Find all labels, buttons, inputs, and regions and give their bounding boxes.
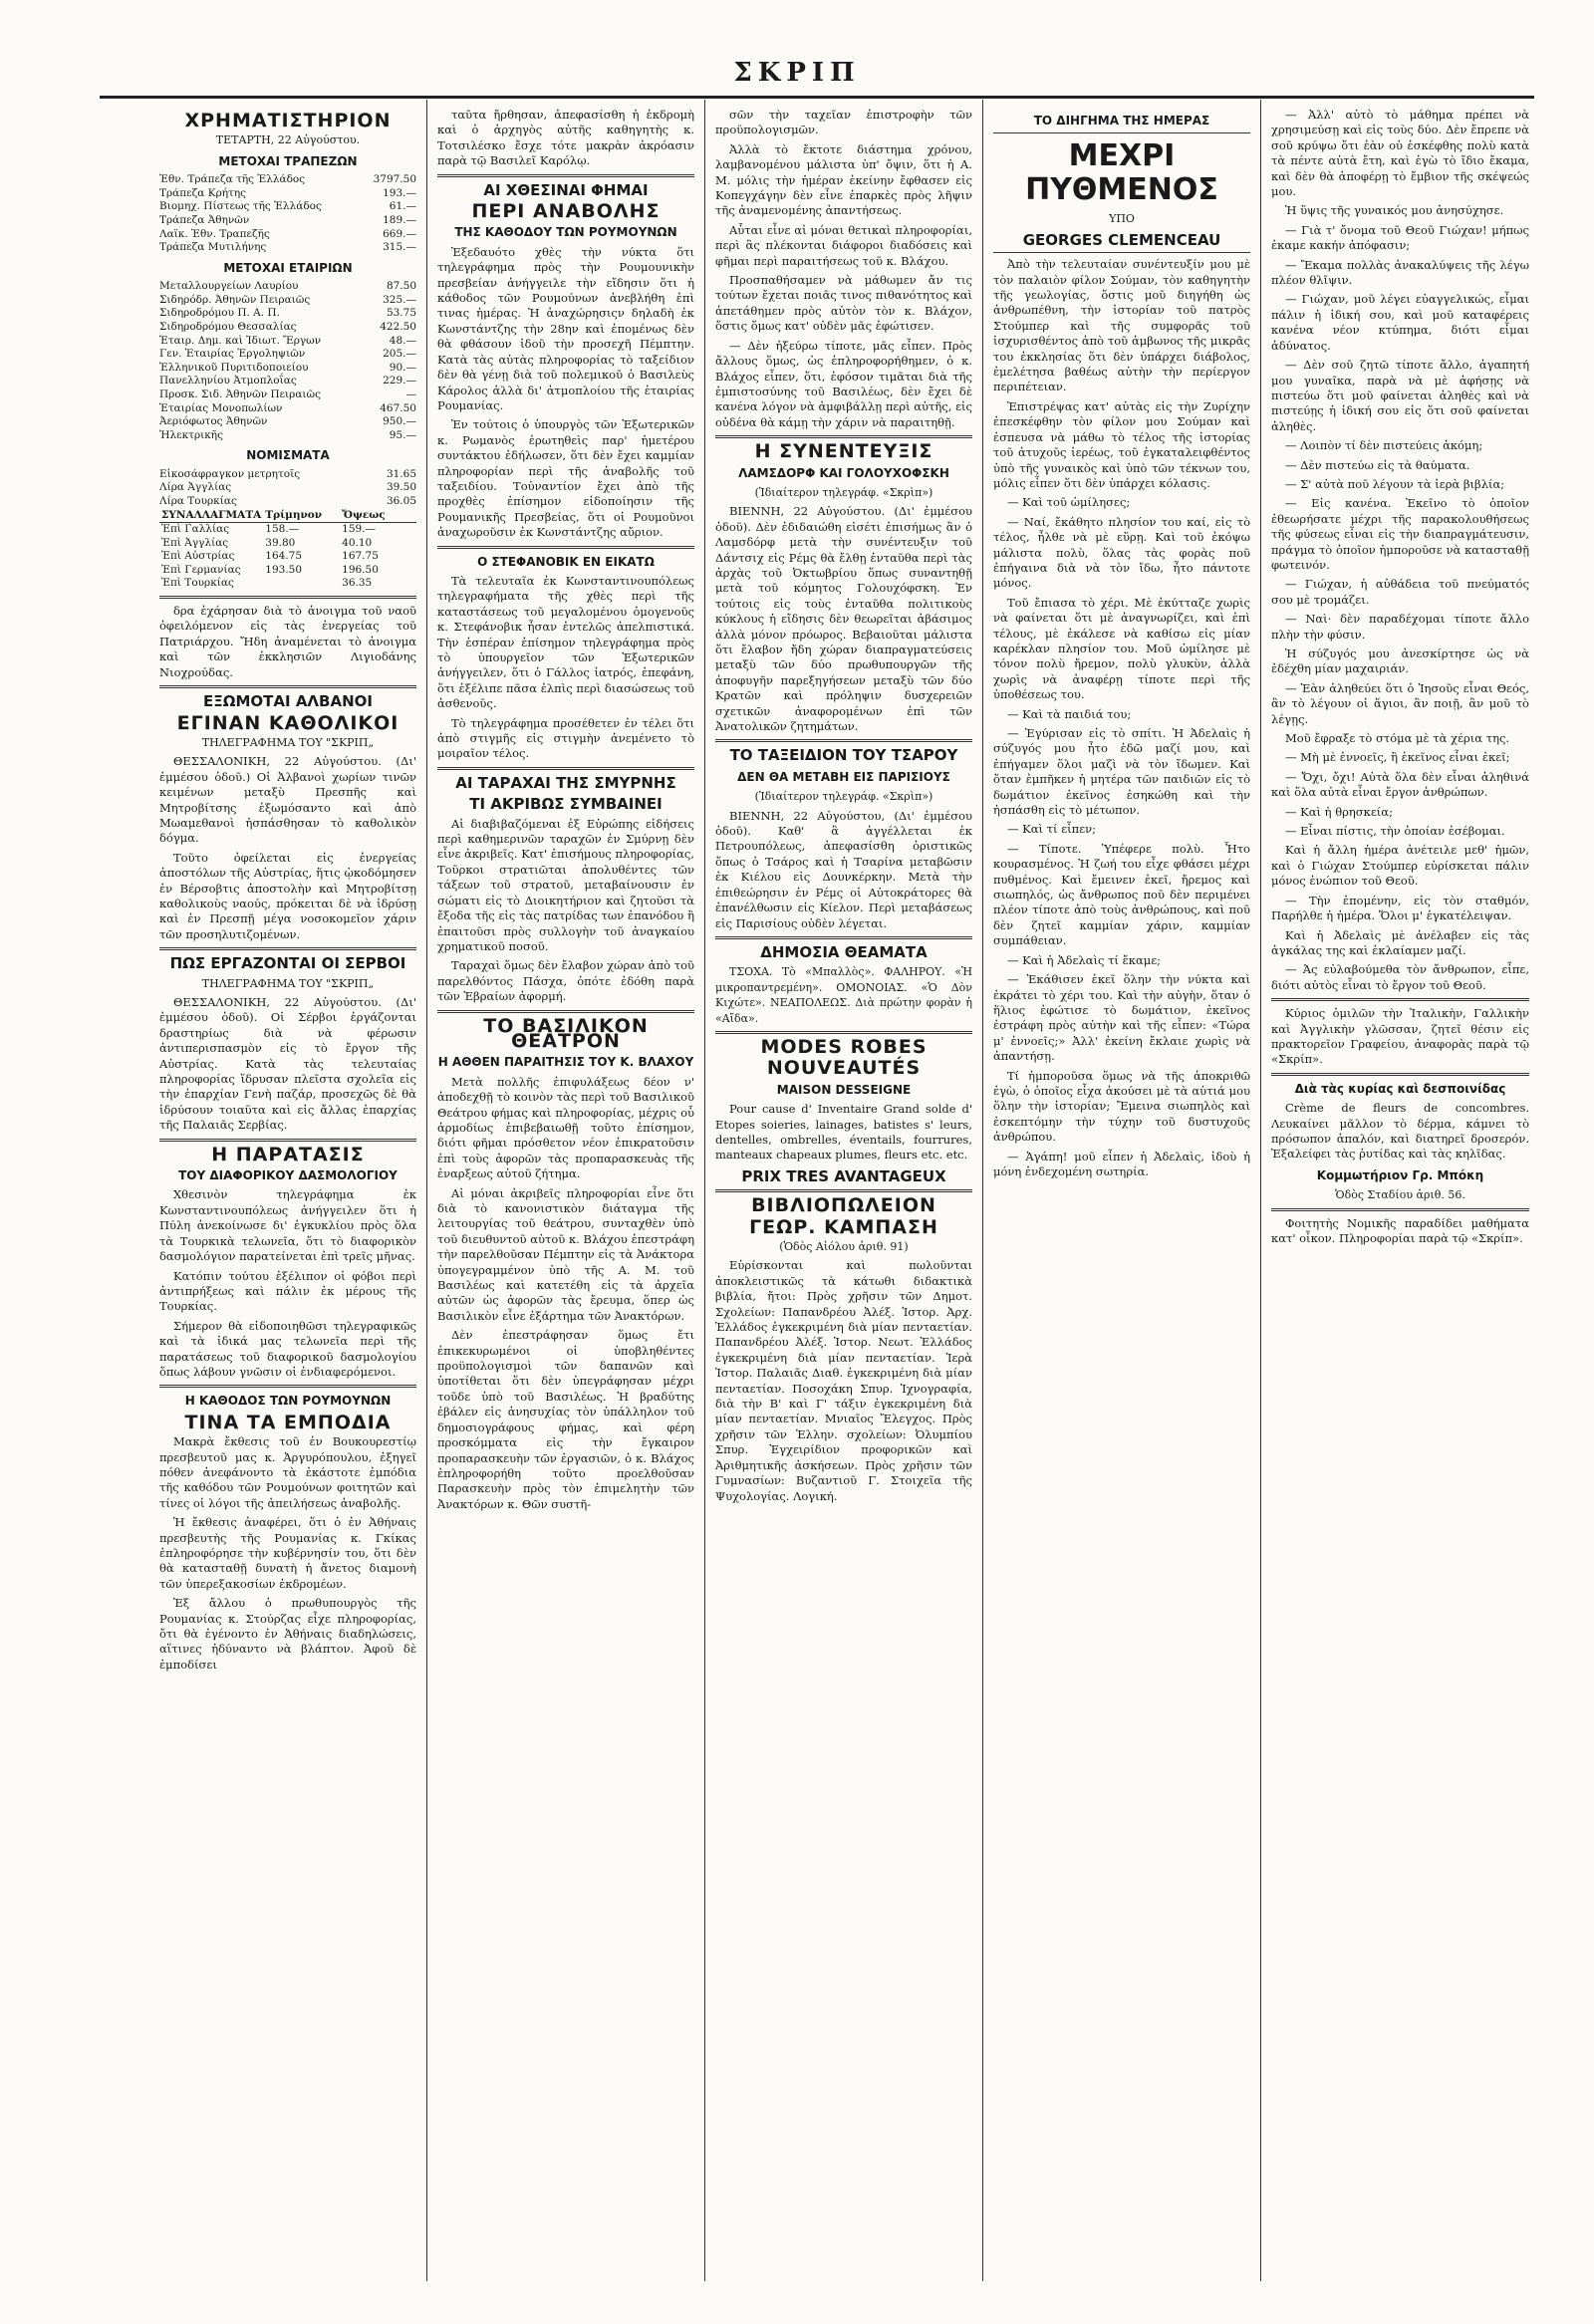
story-text: — Τὴν ἐπομένην, εἰς τὸν σταθμόν, Παρήλθε ἡ ἡμέρα. Ὅλοι μ' ἐγκατέλειψαν. [1271, 893, 1529, 923]
subheadline: ΔΕΝ ΘΑ ΜΕΤΑΒΗ ΕΙΣ ΠΑΡΙΣΙΟΥΣ [737, 769, 950, 784]
stock-row [159, 402, 416, 416]
story-text: — Γιώχαν, ἡ αὐθάδεια τοῦ πνεύματός σου μὲ τρομάζει. [1271, 577, 1529, 607]
divider [159, 685, 416, 688]
story-text: — Δὲν σοῦ ζητῶ τίποτε ἄλλο, ἀγαπητή μου γυναῖκα, παρὰ νὰ μὲ ἀφήσῃς νὰ πιστεύω ὅτι μοῦ φαίνεται ἀληθὲς καὶ νὰ πιστεύῃς ἡ ἰδική σου εἰς ὅτι σοῦ φαίνεται ἀληθὲς. [1271, 358, 1529, 433]
stock-name: Λίρα Τουρκίας [159, 494, 237, 507]
divider [715, 435, 972, 438]
headline: ΑΙ ΤΑΡΑΧΑΙ ΤΗΣ ΣΜΥΡΝΗΣ [455, 773, 676, 792]
story-text: — Ἔκαμα πολλὰς ἀνακαλύψεις τῆς λέγω πλέον θλῖψιν. [1271, 257, 1529, 288]
stock-row [159, 307, 416, 321]
story-text: — Λοιπὸν τί δὲν πιστεύεις ἀκόμη; [1285, 438, 1483, 453]
headline: Η ΚΑΘΟΔΟΣ ΤΩΝ ΡΟΥΜΟΥΝΩΝ [184, 1394, 392, 1409]
companies-title: ΜΕΤΟΧΑΙ ΕΤΑΙΡΙΩΝ [223, 260, 353, 275]
story-text: — Ἐγύρισαν εἰς τὸ σπίτι. Ἡ Ἀδελαὶς ἡ σύζυγός μου ἦτο ἐδῶ μαζί μου, καὶ ἐπήγαμεν ὅλοι μαζὶ νὰ τὸν ἴδωμεν. Καὶ ὅταν ἐμπῆκεν ἡ μητέρα τῶν παιδιῶν εἰς τὸ δωμάτιον ἐκεῖνος ἐσηκώθη καὶ τὴν ἠσπάσθη εἰς τὸ μέτωπον. [993, 726, 1250, 818]
theatre-listings: ΤΣΟΧΑ. Τὸ «Μπαλλὸς». ΦΑΛΗΡΟΥ. «Ἡ μικροπαντρεμένη». ΟΜΟΝΟΙΑΣ. «Ὁ Δὸν Κιχώτε». ΝΕΑΠΟΛΕΩΣ. Διὰ πρώτην φορὰν ἡ «Αἴδα». [715, 965, 972, 1025]
stock-name: Ἀεριόφωτος Ἀθηνῶν [159, 415, 268, 428]
exchange-cell: 40.10 [342, 536, 373, 549]
divider [159, 1139, 416, 1142]
stock-value: — [405, 387, 416, 400]
divider [159, 947, 416, 950]
article-text: Προσπαθήσαμεν νὰ μάθωμεν ἄν τις τούτων ἔχεται ποιᾶς τινος πιθανότητος καὶ ἀπετάθημεν πρὸς αὐτὸν τὸν κ. Βλάχον, ὅστις ὅμως κατ' οὐδὲν μᾶς ἐφώτισεν. [715, 273, 972, 334]
story-text: — Εἶναι πίστις, τὴν ὁποίαν ἐσέβομαι. [1285, 824, 1505, 839]
article-text: σῶν τὴν ταχεῖαν ἐπιστροφὴν τῶν προϋπολογισμῶν. [715, 108, 972, 137]
stock-name: Τράπεζα Μυτιλήνης [159, 241, 267, 254]
classified-ad: Φοιτητὴς Νομικῆς παραδίδει μαθήματα κατ' οἶκον. Πληροφορίαι παρὰ τῷ «Σκρίπ». [1271, 1215, 1529, 1245]
headline: ΑΙ ΧΘΕΣΙΝΑΙ ΦΗΜΑΙ [483, 180, 649, 199]
stock-name: Λίρα Ἀγγλίας [159, 481, 232, 494]
stock-value: 205.— [383, 348, 416, 361]
stock-value: 422.50 [380, 320, 416, 333]
stock-name: Γεν. Ἑταιρίας Ἐργοληψιῶν [159, 348, 306, 361]
stock-row [159, 362, 416, 376]
headline: ΤΙΝΑ ΤΑ ΕΜΠΟΔΙΑ [184, 1411, 392, 1433]
column-5 [1261, 100, 1539, 2281]
story-text: Μοῦ ἔφραξε τὸ στόμα μὲ τὰ χέρια της. [1285, 731, 1510, 746]
stock-name: Ἑταιρ. Δημ. καὶ Ἰδιωτ. Ἔργων [159, 334, 322, 347]
stock-name: Μεταλλουργείων Λαυρίου [159, 280, 299, 293]
stock-name: Σιδηρόδρ. Ἀθηνῶν Πειραιῶς [159, 293, 311, 306]
ad-text: Εὑρίσκονται καὶ πωλοῦνται ἀποκλειστικῶς τὰ κάτωθι διδακτικὰ βιβλία, ἤτοι: Πρὸς χρῆσιν τῶν Δημοτ. Σχολείων: Παπανδρέου Ἀλέξ. Ἱστορ. Ἀρχ. Ἑλλάδος ἐγκεκριμένη διὰ μίαν πενταετίαν. Παπανδρέου Ἀλέξ. Ἱστορ. Νεωτ. Ἑλλάδος ἐγκεκριμένη διὰ μίαν πενταετίαν. Ἱερὰ Ἱστορ. Παλαιᾶς Διαθ. ἐγκεκριμένη διὰ μίαν πενταετίαν. Ποσοχάκη Σπυρ. Ἰχνογραφία, διὰ τὴν Β' καὶ Γ' τάξιν ἐγκεκριμένη διὰ μίαν πενταετίαν. Μνιαῖος Ἔλεγχος. Πρὸς χρῆσιν τῶν Ἑλλην. σχολείων: Ὀλυμπίου Σπυρ. Ἐγχειρίδιον προφορικῶν καὶ Ἀριθμητικῆς ἀσκήσεων. Πρὸς χρῆσιν τῶν Γυμνασίων: Βυζαντιοῦ Γ. Στοιχεῖα τῆς Ψυχολογίας. Λογική. [715, 1258, 972, 1503]
subheadline: ΤΟΥ ΔΙΑΦΟΡΙΚΟΥ ΔΑΣΜΟΛΟΓΙΟΥ [178, 1168, 398, 1183]
divider [715, 1189, 972, 1192]
subheadline: Η ΑΘΘΕΝ ΠΑΡΑΙΤΗΣΙΣ ΤΟΥ Κ. ΒΛΑΧΟΥ [437, 1055, 694, 1070]
column-3 [705, 100, 983, 2281]
divider [437, 546, 694, 549]
exchange-cell: 39.80 [265, 536, 296, 549]
ad-text: Crème de fleurs de concombres. Λευκαίνει μᾶλλον τὸ δέρμα, κάμνει τὸ πρόσωπον ἁπαλόν, καὶ διατηρεῖ δροσερόν. Ἐξαλείφει τὰς ῥυτίδας καὶ τὰς κηλῖδας. [1271, 1101, 1529, 1162]
exchange-cell: 196.50 [342, 563, 379, 576]
story-text: Τοῦ ἔπιασα τὸ χέρι. Μὲ ἐκύτταζε χωρὶς νὰ φαίνεται ὅτι μὲ ἀναγνωρίζει, καὶ ἐπὶ τέλους, μὲ ἐκάλεσε νὰ καθίσω εἰς μίαν καρέκλαν πλησίον του. Μοῦ ὡμίλησε μὲ τόνον πολὺ ἤρεμον, πολὺ γλυκὺν, ἀλλὰ χωρὶς νὰ ἀναφέρῃ τίποτε περὶ τῆς ὑποθέσεως του. [993, 595, 1250, 702]
divider [1271, 1073, 1529, 1076]
story-text: — Δὲν πιστεύω εἰς τὰ θαύματα. [1285, 457, 1470, 472]
stock-row [159, 321, 416, 335]
story-text: — Καὶ ἡ Ἀδελαὶς τί ἔκαμε; [1007, 952, 1162, 967]
story-text: — Μὴ μὲ ἐννοεῖς, ἢ ἐκεῖνος εἶναι ἐκεῖ; [1285, 750, 1510, 765]
stock-row [159, 173, 416, 187]
divider [993, 132, 1250, 133]
section-label: ΤΟ ΔΙΗΓΗΜΑ ΤΗΣ ΗΜΕΡΑΣ [1033, 114, 1210, 128]
stock-row [159, 388, 416, 402]
column-1 [149, 100, 427, 2281]
exchange-header: ΣΥΝΑΛΛΑΓΜΑΤΑ [159, 509, 263, 524]
telegram-label: (Ἰδιαίτερον τηλεγράφ. «Σκρὶπ») [754, 485, 933, 499]
divider [437, 174, 694, 177]
story-text: Καὶ ἡ ἄλλη ἡμέρα ἀνέτειλε μεθ' ἡμῶν, καὶ ὁ Γιώχαν Στούμπερ εὑρίσκεται πάλιν μόνος ἐνώπιον τοῦ Θεοῦ. [1271, 843, 1529, 889]
story-text: — Τίποτε. Ὑπέφερε πολὺ. Ἦτο κουρασμένος. Ἡ ζωή του εἶχε φθάσει μέχρι πυθμένος. Καὶ ἔμεινεν ἐκεῖ, ἤρεμος καὶ σιωπηλός, ὡς ἄνθρωπος ποῦ δὲν περιμένει πλέον τίποτε ἀπὸ τοὺς ἀνθρώπους, καὶ ποῦ δὲν ζητεῖ καμμίαν χάριν, καμμίαν συμπάθειαν. [993, 841, 1250, 948]
headline: ΤΟ ΤΑΞΕΙΔΙΟΝ ΤΟΥ ΤΣΑΡΟΥ [729, 746, 958, 765]
exchange-cell: 159.— [342, 523, 377, 536]
divider [159, 1385, 416, 1388]
story-text: — Ἀς εὐλαβούμεθα τὸν ἄνθρωπον, εἶπε, διότι αὐτὸς εἶναι τὸ ἔργον τοῦ Θεοῦ. [1271, 962, 1529, 992]
article-text: Σήμερον θὰ εἰδοποιηθῶσι τηλεγραφικῶς καὶ τὰ ἰδικά μας τελωνεῖα περὶ τῆς παρατάσεως τοῦ διαφορικοῦ δασμολογίου ὅπως λάβουν γνῶσιν οἱ ἐνδιαφερόμενοι. [159, 1318, 416, 1379]
article-text: ΘΕΣΣΑΛΟΝΙΚΗ, 22 Αὐγούστου. (Δι' ἐμμέσου ὁδοῦ). Οἱ Σέρβοι ἐργάζονται δραστηρίως διὰ νὰ φέρωσιν ἀντιπερισπασμὸν εἰς τὸ ἔργον τῆς Αὐστρίας. Κατὰ τὰς τελευταίας πληροφορίας ἵδρυσαν πλεῖστα σχολεῖα εἰς τὴν ἐπαρχίαν Γενὴ παζάρ, προσεχῶς δὲ θὰ ἱδρύσουν τοιαῦτα καὶ εἰς ἄλλας ἐπαρχίας τῆς Παλαιᾶς Σερβίας. [159, 995, 416, 1133]
stock-name: Τράπεζα Κρήτης [159, 186, 247, 199]
stock-row [159, 187, 416, 201]
story-text: — Ἀλλ' αὐτὸ τὸ μάθημα πρέπει νὰ χρησιμεύσῃ καὶ εἰς τοὺς δύο. Δὲν ἔπρεπε νὰ σοῦ κρύψω ὅτι ἐὰν οὐ ἐσκέφθης πολὺ κατὰ τὰ πέντε αὐτὰ ἔτη, καὶ ἐγὼ τὸ ἴδιο ἔκαμα, καὶ δὲν θὰ ἀποφέρῃ τὸ ἔμβιον τῆς σκέψεώς μου. [1271, 108, 1529, 199]
story-text: — Καὶ ἡ θρησκεία; [1285, 804, 1393, 819]
story-by: ΥΠΟ [1109, 212, 1135, 226]
exchange-cell: 164.75 [265, 550, 303, 563]
stock-name: Προσκ. Σιδ. Ἀθηνῶν Πειραιῶς [159, 387, 321, 400]
masthead-rule [100, 96, 1534, 99]
story-text: Ἀπὸ τὴν τελευταίαν συνέντευξίν μου μὲ τὸν παλαιὸν φίλον Σούμαν, τὸν καθηγητὴν τῆς γεωλογίας, ὅστις μοῦ διηγήθη ὡς ἀνθρωπέθνη, τὴν ἱστορίαν τοῦ πατρὸς Στούμπερ καὶ τῆς συμφορᾶς τοῦ ἰσχυρισθέντος ἀπὸ τοῦ ἀμβωνος τῆς μικρᾶς του ἐκκλησίας ὅτι δὲν ὑπάρχει διάβολος, ἐμελέτησα βαθέως αὐτὴν τὴν περίεργον περιπέτειαν. [993, 257, 1250, 394]
divider [159, 596, 416, 599]
exchange-cell: Ἐπὶ Τουρκίας [161, 577, 234, 590]
story-text: — Ἐὰν ἀληθεύει ὅτι ὁ Ἰησοῦς εἶναι Θεός, ἂν τὸ λέγουν οἱ ἅγιοι, ἂν ποιῇ, ἂν μοῦ τὸ λέγῃς. [1271, 680, 1529, 726]
stock-row [159, 495, 416, 509]
stock-value: 950.— [383, 415, 416, 428]
headline: Ο ΣΤΕΦΑΝΟΒΙΚ ΕΝ ΕΙΚΑΤΩ [477, 554, 655, 569]
stock-row [159, 429, 416, 443]
stock-name: Τράπεζα Ἀθηνῶν [159, 214, 250, 226]
story-text: — Ὄχι, ὄχι! Αὐτὰ ὅλα δὲν εἶναι ἀληθινά καὶ ὅλα αὐτὰ εἶναι ἔργον ἀνθρώπων. [1271, 769, 1529, 800]
stock-value: 90.— [389, 361, 416, 374]
stock-row [159, 375, 416, 388]
article-text: Τὸ τηλεγράφημα προσέθετεν ἐν τέλει ὅτι ἀπὸ στιγμῆς εἰς στιγμὴν ἀνεμένετο τὸ μοιραῖον τέλος. [437, 715, 694, 761]
article-text: Τοῦτο ὀφείλεται εἰς ἐνεργείας ἀποστόλων τῆς Αὐστρίας, ἥτις ᾠκοδόμησεν ἐν Βέρσοβτις ἀποστολὴν καὶ Μητροβίτσῃ καθολικοὺς ναούς, πρόκειται δὲ νὰ ἱδρύσῃ καὶ ἐν Πρεσπῇ μέγα νοσοκομεῖον χάριν τῶν προσηλυτιζομένων. [159, 850, 416, 941]
story-text: — Καὶ τοῦ ὡμίλησες; [1007, 495, 1131, 510]
exchange-table [159, 509, 416, 592]
classified-ad: Κύριος ὁμιλῶν τὴν Ἰταλικὴν, Γαλλικὴν καὶ Ἀγγλικὴν γλῶσσαν, ζητεῖ θέσιν εἰς πρακτορεῖον Γραφείου, ἀναφορὰς παρὰ τῷ «Σκρίπ». [1271, 1006, 1529, 1067]
stock-row [159, 335, 416, 349]
article-text: Μακρὰ ἔκθεσις τοῦ ἐν Βουκουρεστίῳ πρεσβευτοῦ μας κ. Ἀργυρόπουλου, ἐξηγεῖ πόθεν ἀνεφάνοντο τὰ ἐκάστοτε ἐμπόδια τῆς καθόδου τῶν Ρουμούνων φοιτητῶν καὶ τίνες οἱ λόγοι τῆς ἀπειλήσεως ἀναβολῆς. [159, 1434, 416, 1510]
story-text: — Εἰς κανένα. Ἐκεῖνο τὸ ὁποῖον ἐθεωρήσατε μέχρι τῆς παρακολουθήσεως τῆς φύσεως εἶναι εἰς τὴν διαπραγμάτευσιν, πράγμα τὸ ὁποῖον ἠμποροῦσε νὰ κατασταθῇ φωτεινόν. [1271, 496, 1529, 572]
stock-value: 467.50 [380, 401, 416, 414]
article-text: Δὲν ἐπεστράφησαν ὅμως ἔτι ἐπικεκυρωμένοι οἱ ὑποβληθέντες προϋπολογισμοὶ τῶν δαπανῶν καὶ ὑποτίθεται ὅτι δὲν ὑπεγράφησαν μέχρι τοῦδε ὑπὸ τοῦ Βασιλέως. Ἡ βραδύτης ἐβάλεν εἰς ἀνησυχίας τὸν ὑπάλληλον τοῦ δημοσιογράφους φήμας, καὶ φέρη προσκόμματα εἰς τὴν ἔγκαιρον προπαρασκευὴν τῶν ἐργασιῶν, ὁ κ. Βλάχος ἐπληροφορήθη τοῦτο προελθοῦσαν Παρασκευὴν πρὸς τὸν ἐπιμελητὴν τῶν Ἀνακτόρων κ. Θῶν συστῆ- [437, 1328, 694, 1511]
telegram-label: (Ἰδιαίτερον τηλεγράφ. «Σκρὶπ») [754, 790, 933, 804]
stock-row [159, 228, 416, 242]
stock-value: 229.— [383, 375, 416, 387]
article-text: Αἱ διαβιβαζόμεναι ἐξ Εὐρώπης εἰδήσεις περὶ καθημερινῶν ταραχῶν ἐν Σμύρνῃ δὲν εἶνε ἀκριβεῖς. Κατ' ἐπισήμους πληροφορίας, Τοῦρκοι στρατιῶται ἀπολυθέντες τῶν τάξεων τοῦ στρατοῦ, μεταβαίνουσιν ἐν σώματι εἰς τὸ Διοικητήριον καὶ ζητοῦσι τὰ ἔξοδα τῆς εἰς τὰς πατρίδας των ἐπανόδου ἢ ἐπαιτοῦσι πρὸς συλλογὴν τοῦ ἀναγκαίου χρηματικοῦ ποσοῦ. [437, 816, 694, 953]
exchange-cell: Ἐπὶ Γερμανίας [161, 563, 241, 576]
companies-list [159, 280, 416, 442]
stock-value: 48.— [389, 334, 416, 347]
stock-value: 61.— [389, 200, 416, 213]
stock-value: 53.75 [386, 307, 416, 320]
divider [437, 1010, 694, 1013]
article-text: ταῦτα ἤρθησαν, ἀπεφασίσθη ἡ ἐκδρομὴ καὶ ὁ ἀρχηγὸς αὐτῆς καθηγητὴς κ. Τοτσιλέσκο ἔσχε τότε μακρὰν ἀκρόασιν παρὰ τῷ Βασιλεῖ Καρόλῳ. [437, 108, 694, 168]
article-text: ΒΙΕΝΝΗ, 22 Αὐγούστου. (Δι' ἐμμέσου ὁδοῦ). Δὲν ἐδιδαιώθη εἰσέτι ἐπισήμως ἂν ὁ Λαμσδόρφ μετὰ τὴν συνέντευξιν τοῦ Δάντσιχ εἰς Ρέμς θὰ ἔλθῃ ἐνταῦθα περὶ τὰς ἀρχὰς τοῦ Ὀκτωβρίου ὅπως συναντηθῇ μετὰ τοῦ κόμητος Γολουχόφσκη. Ἐν τούτοις εἰς τοὺς ἐνταῦθα πολιτικοὺς κύκλους ἡ εἴδησις δὲν θεωρεῖται ἀβάσιμος ἀλλὰ μόνον πρόωρος. Βεβαιοῦται μάλιστα ὅτι ἔλαβον ἤδη χώραν διαπραγματεύσεις μεταξὺ τῶν δύο πρωθυπουργῶν τῆς ἀποφυγῆν παρεξηγήσεων μεταξὺ τῶν δύο Κρατῶν καὶ πρόληψιν δυσχερειῶν σχετικῶν ἀναφορομένων ἐπὶ τῶν Ἀνατολικῶν ζητημάτων. [715, 504, 972, 734]
ad-subheadline: MAISON DESSEIGNE [776, 1082, 912, 1097]
stock-row [159, 280, 416, 294]
headline: ΔΗΜΟΣΙΑ ΘΕΑΜΑΤΑ [760, 942, 928, 961]
stock-name: Ἐθν. Τράπεζα τῆς Ἑλλάδος [159, 173, 306, 186]
story-text: — Σ' αὐτὰ ποῦ λέγουν τὰ ἱερὰ βιβλία; [1285, 476, 1505, 491]
article-text: — Δὲν ἠξεύρω τίποτε, μᾶς εἶπεν. Πρὸς ἄλλους ὅμως, ὡς ἐπληροφορήθημεν, ὁ κ. Βλάχος εἶπεν, ὅτι, ἐφόσον τιμᾶται διὰ τῆς ἐμπιστοσύνης τοῦ Βασιλέως, δὲν ἔχει δὲ κανένα λόγον νὰ ἀμφιβάλλῃ περὶ αὐτῆς, εἰς οὐδένα θὰ κάμῃ τὴν χάριν νὰ παραιτηθῇ. [715, 338, 972, 429]
stock-row [159, 468, 416, 482]
stock-name: Ἑταιρίας Μονοπωλίων [159, 401, 283, 414]
ad-address: Ὁδὸς Σταδίου ἀριθ. 56. [1335, 1188, 1465, 1202]
article-text: Ἐξ ἄλλου ὁ πρωθυπουργὸς τῆς Ρουμανίας κ. Στούρζας εἶχε πληροφορίας, ὅτι θὰ ἐγένοντο ἐν Ἀθήναις διαδηλώσεις, αἵτινες ἠδύναντο νὰ βλάπτον. Ἀφοῦ δὲ ἐμποδίσει [159, 1596, 416, 1672]
banks-list [159, 173, 416, 255]
stock-name: Λαϊκ. Ἐθν. Τραπεζῆς [159, 227, 270, 240]
exchange-header: Τρίμηνον [263, 509, 340, 524]
stock-row [159, 348, 416, 362]
stock-name: Σιδηροδρόμου Π. Α. Π. [159, 307, 280, 320]
stock-row [159, 214, 416, 228]
ad-headline: NOUVEAUTÉS [766, 1057, 922, 1080]
exchange-cell: Ἐπὶ Γαλλίας [161, 523, 230, 536]
exchange-cell [263, 577, 340, 591]
stock-row [159, 294, 416, 308]
banks-title: ΜΕΤΟΧΑΙ ΤΡΑΠΕΖΩΝ [218, 153, 358, 168]
stock-name: Σιδηροδρόμου Θεσσαλίας [159, 320, 297, 333]
headline: ΕΞΩΜΟΤΑΙ ΑΛΒΑΝΟΙ [203, 692, 373, 711]
stock-value: 95.— [389, 428, 416, 441]
divider [1271, 998, 1529, 1001]
ad-address: (Ὁδὸς Αἰόλου ἀριθ. 91) [779, 1240, 909, 1253]
article-text: Κατόπιν τούτου ἐξέλιπον οἱ φόβοι περὶ ἀντιπρήξεως καὶ πάλιν ἐκ μέρους τῆς Τουρκίας. [159, 1268, 416, 1314]
story-text: — Καὶ τί εἶπεν; [1007, 822, 1097, 837]
subheadline: ΛΑΜΣΔΟΡΦ ΚΑΙ ΓΟΛΟΥΧΟΦΣΚΗ [738, 465, 949, 480]
headline: Η ΠΑΡΑΤΑΣΙΣ [211, 1143, 365, 1165]
story-title: ΜΕΧΡΙ ΠΥΘΜΕΝΟΣ [1025, 138, 1218, 208]
story-text: — Γιώχαν, μοῦ λέγει εὐαγγελικώς, εἶμαι πάλιν ἡ ἰδική σου, καὶ μοῦ καταφέρεις κανένα νέον κτύπημα, διότι εἶμαι ἀδύνατος. [1271, 292, 1529, 353]
headline: ΠΕΡΙ ΑΝΑΒΟΛΗΣ [471, 200, 661, 223]
stock-value: 315.— [383, 241, 416, 254]
stock-value: 189.— [383, 214, 416, 226]
divider [993, 252, 1250, 253]
headline: ΕΓΙΝΑΝ ΚΑΘΟΛΙΚΟΙ [176, 711, 399, 734]
story-text: Ἡ σύζυγός μου ἀνεσκίρτησε ὡς νὰ ἐδέχθη μίαν μαχαιριάν. [1271, 646, 1529, 676]
ad-headline: PRIX TRES AVANTAGEUX [741, 1166, 946, 1185]
headline: ΠΩΣ ΕΡΓΑΖΟΝΤΑΙ ΟΙ ΣΕΡΒΟΙ [169, 954, 406, 973]
coins-list [159, 468, 416, 509]
ad-headline: ΒΙΒΛΙΟΠΩΛΕΙΟΝ [751, 1194, 936, 1217]
stock-title: ΧΡΗΜΑΤΙΣΤΗΡΙΟΝ [184, 110, 392, 131]
telegram-label: ΤΗΛΕΓΡΑΦΗΜΑ ΤΟΥ "ΣΚΡΙΠ„ [201, 735, 375, 749]
coins-title: ΝΟΜΙΣΜΑΤΑ [246, 448, 330, 463]
stock-name: Ἠλεκτρικῆς [159, 428, 223, 441]
stock-name: Εἰκοσάφραγκον μετρητοῖς [159, 467, 301, 480]
article-text: Ταραχαὶ ὅμως δὲν ἔλαβον χώραν ἀπὸ τοῦ παρελθόντος Πάσχα, ὁπότε ἐδόθη παρὰ τῶν Ἑβραίων ἀφορμή. [437, 958, 694, 1004]
stock-value: 193.— [383, 186, 416, 199]
article-text: Μετὰ πολλῆς ἐπιφυλάξεως δέον ν' ἀποδεχθῇ τὸ κοινὸν τὰς περὶ τοῦ Βασιλικοῦ Θεάτρου φήμας καὶ πληροφορίας, μέχρις οὗ ἁρμοδίως ἐπιβεβαιωθῇ τοῦτο ἐπίσημον, διότι φῆμαι πρόσθετον νέον ἐπικρατοῦσιν ἐπὶ τοὺς ἀφορῶν τὰς προπαρασκευὰς τῆς ἐναρξεως αὐτοῦ ζήτημα. [437, 1074, 694, 1181]
article-text: Αὗται εἶνε αἱ μόναι θετικαὶ πληροφορίαι, περὶ ἃς πλέκονται διάφοροι διαδόσεις καὶ φῆμαι περὶ παραιτήσεως τοῦ κ. Βλάχου. [715, 222, 972, 268]
article-text: Τὰ τελευταῖα ἐκ Κωνσταντινουπόλεως τηλεγραφήματα τῆς χθὲς περὶ τῆς καταστάσεως τοῦ μεγαλομένου ὁμογενοῦς κ. Στεφάνοβικ ἦσαν ἐντελῶς ἀπελπιστικά. Τὴν ἑσπέραν ἐπίσημον τηλεγράφημα πρὸς τὸ ὑπουργεῖον τῶν Ἐξωτερικῶν ἀνήγγειλεν, ὅτι ὁ Γάλλος ἰατρός, ἐπεφάνη, ὅτι ἐξέλιπε πᾶσα ἐλπὶς περὶ διασώσεως τοῦ ἀσθενοῦς. [437, 573, 694, 711]
story-author: GEORGES CLEMENCEAU [1022, 230, 1221, 249]
article-text: Αἱ μόναι ἀκριβεῖς πληροφορίαι εἶνε ὅτι διὰ τὸ κανονιστικὸν διάταγμα τῆς λειτουργίας τοῦ θεάτρου, συνταχθὲν ὑπὸ τοῦ διευθυντοῦ αὐτοῦ κ. Βλάχου ἐπεστράφη τὴν παρελθοῦσαν Πέμπτην εἰς τὰ Ἀνάκτορα ὑπογεγραμμένον ὑπὸ τῆς Α. Μ. τοῦ Βασιλέως καὶ κατετέθη εἰς τὰ ἀρχεῖα αὐτῶν ὡς ἀφορῶν τὰς ἔρευμα, ὅπερ ὡς Βασιλικὸν εἶνε ἐξάρτημα τῶν Ἀνακτόρων. [437, 1185, 694, 1323]
article-text: Ἀλλὰ τὸ ἔκτοτε διάστημα χρόνου, λαμβανομένου μάλιστα ὑπ' ὄψιν, ὅτι ἡ Α. Μ. μόλις τὴν ἡμέραν ἐκείνην ἔφθασεν εἰς Κοπεγχάγην δὲν εἶνε ἐπαρκὲς πρὸς λῆψιν τῆς ἀναμενομένης ἀπαντήσεως. [715, 141, 972, 218]
story-text: — Ἀγάπη! μοῦ εἶπεν ἡ Ἀδελαὶς, ἰδοὺ ἡ μόνη ἐνδεχομένη σωτηρία. [993, 1149, 1250, 1178]
ad-headline: Διὰ τὰς κυρίας καὶ δεσποινίδας [1294, 1081, 1506, 1096]
exchange-header: Ὄψεως [340, 509, 416, 524]
headline: ΤΙ ΑΚΡΙΒΩΣ ΣΥΜΒΑΙΝΕΙ [469, 795, 663, 814]
stock-row [159, 200, 416, 214]
stock-value: 87.50 [386, 280, 416, 293]
columns [149, 100, 1539, 2281]
story-text: Τί ἠμποροῦσα ὅμως νὰ τῆς ἀποκριθῶ ἐγὼ, ὁ ὁποῖος εἶχα ἀκούσει μὲ τὰ αὐτιά μου ὅλην τὴν ἱστορίαν; Ἔμεινα σιωπηλὸς καὶ ἐσκεπτόμην τὴν τύχην τοῦ δυστυχοῦς ἀνθρώπου. [993, 1068, 1250, 1145]
ad-headline: ΓΕΩΡ. ΚΑΜΠΑΣΗ [749, 1215, 938, 1238]
divider [715, 936, 972, 939]
stock-name: Βιομηχ. Πίστεως τῆς Ἑλλάδος [159, 200, 322, 213]
exchange-cell: Ἐπὶ Ἀγγλίας [161, 536, 229, 549]
story-text: — Ἐκάθισεν ἐκεῖ ὅλην τὴν νύκτα καὶ ἐκράτει τὸ χέρι του. Καὶ τὴν αὐγὴν, ὅταν ὁ ἥλιος ἐφώτισε τὸ δωμάτιον, ἐκεῖνος ἐστράφη πρὸς αὐτὴν καὶ τῆς εἶπεν: «Τώρα μ' ἐννοεῖς;» Ἀλλ' ἐκείνη ἔκλαιε χωρὶς νὰ ἀπαντήσῃ. [993, 972, 1250, 1064]
stock-row [159, 481, 416, 495]
stock-row [159, 241, 416, 255]
exchange-cell: 193.50 [265, 563, 303, 576]
divider [715, 739, 972, 742]
article-text: Ἐν τούτοις ὁ ὑπουργὸς τῶν Ἐξωτερικῶν κ. Ρωμανὸς ἐρωτηθεὶς παρ' ἡμετέρου συντάκτου ἐδήλωσεν, ὅτι δὲν ἔχει καμμίαν πληροφορίαν περὶ τῆς ἀναβολῆς τοῦ ταξειδίου. Τοὐναντίον ἔχει ἀπὸ τῆς προχθὲς ἐπίσημον εἰδοποίησιν τῆς Ρουμανικῆς Πρεσβείας, ὅτι οἱ Ρουμοῦνοι ἀναχωροῦσιν ἐκ Κωνστάντζης αὔριον. [437, 417, 694, 540]
article-text: ΒΙΕΝΝΗ, 22 Αὐγούστου, (Δι' ἐμμέσου ὁδοῦ). Καθ' ἃ ἀγγέλλεται ἐκ Πετρουπόλεως, ἀπεφασίσθη ὁριστικῶς ὅπως ὁ Τσάρος καὶ ἡ Τσαρίνα μεταβῶσιν ἐκ Κιέλου εἰς Δουνκέρκην. Μετὰ τὴν ἐπιθεώρησιν ἐν Ρέμς οἱ Αὐτοκράτορες θὰ ἐπανέλθωσιν εἰς Κίελον. Περὶ μεταβάσεως εἰς Παρισίους οὐδὲν λέγεται. [715, 808, 972, 930]
exchange-cell: Ἐπὶ Αὐστρίας [161, 550, 235, 563]
story-text: Καὶ ἡ Ἀδελαὶς μὲ ἀνέλαβεν εἰς τὰς ἀγκάλας της καὶ ἐκλαίαμεν μαζί. [1271, 927, 1529, 957]
article-text: Ἐξεδαυότο χθὲς τὴν νύκτα ὅτι τηλεγράφημα πρὸς τὴν Ρουμουνικὴν πρεσβείαν ἀνήγγειλε τὴν εἴδησιν ὅτι ἡ κάθοδος τῶν Ρουμούνων ἀνεβλήθη ἐπὶ τινας ἡμέρας. Ἡ ἀναχώρησιςν δηλαδὴ ἐκ Κωνστάντζης τὴν 28ην καὶ ἐπομένως δὲν θὰ φθάσουν ἰδοῦ τὴν προσεχῆ Πέμπτην. Κατὰ τὰς αὐτὰς πληροφορίας τὸ ταξείδιον δὲν θὰ γένῃ διὰ τοῦ πολεμικοῦ ὁ Βασιλεὺς Κάρολος ἀλλὰ δι' ἀτμοπλοίου τῆς ἑταιρίας Ρουμανίας. [437, 244, 694, 412]
divider [437, 767, 694, 770]
article-text: Χθεσινὸν τηλεγράφημα ἐκ Κωνσταντινουπόλεως ἀνήγγειλεν ὅτι ἡ Πύλη ἀνεκοίνωσε δι' ἐγκυκλίου πρὸς ὅλα τὰ Τουρκικὰ τελωνεῖα, ὅτι τὸ διαφορικὸν δασμολόγιον παρατείνεται ἐπὶ τρεῖς μῆνας. [159, 1187, 416, 1264]
subheadline: ΤΗΣ ΚΑΘΟΔΟΥ ΤΩΝ ΡΟΥΜΟΥΝΩΝ [454, 225, 677, 240]
story-text: — Ναί, ἔκάθητο πλησίον του καί, εἰς τὸ τέλος, ἦλθε νὰ μὲ εὕρῃ. Καὶ τοῦ ἐκόψω μάλιστα πολὺ, ὅλας τὰς φορὰς ποῦ ἐπήγαινα διὰ νὰ τὸν ἴδω, ἦτο πάντοτε μόνος. [993, 514, 1250, 591]
stock-value: 3797.50 [373, 173, 416, 186]
article-text: δρα ἐχάρησαν διὰ τὸ ἀνοιγμα τοῦ ναοῦ ὀφειλόμενον εἰς τὰς ἐνεργείας τοῦ Πατριάρχου. Ἤδη ἀναμένεται τὸ ἀνοιγμα καὶ τῶν ἐκκλησιῶν Λιγιοδάνης Νιοχρούδας. [159, 604, 416, 679]
ad-headline: Κομμωτήριον Γρ. Μπόκη [1316, 1167, 1484, 1182]
stock-value: 669.— [383, 227, 416, 240]
stock-value: 31.65 [386, 467, 416, 480]
exchange-cell: 158.— [265, 523, 300, 536]
story-text: Ἐπιστρέψας κατ' αὐτὰς εἰς τὴν Ζυρίχην ἐπεσκέφθην τὸν φίλον μου Σούμαν καὶ ἐσπευσα νὰ μάθω τὸ τέλος τῆς ἱστορίας τοῦ ἀτυχοῦς ἱερέως, τοῦ ἐγκαταλειφθέντος ὑπὸ τῆς γυναικὸς καὶ ὑπὸ τῶν τέκνων του, μόλις εἶπεν ὅτι δὲν ὑπάρχει κόλασις. [993, 398, 1250, 490]
divider [1271, 1208, 1529, 1211]
telegram-label: ΤΗΛΕΓΡΑΦΗΜΑ ΤΟΥ "ΣΚΡΙΠ„ [201, 976, 375, 990]
stock-name: Ἑλληνικοῦ Πυριτιδοποιείου [159, 361, 309, 374]
article-text: Ἡ ἔκθεσις ἀναφέρει, ὅτι ὁ ἐν Ἀθήναις πρεσβευτὴς τῆς Ρουμανίας κ. Γκίκας ἐπληροφόρησε τὴν κυβέρνησίν του, ὅτι δὲν θὰ κατασταθῇ δυνατὴ ἡ ἄνετος διαμονὴ τῶν ὑπερεξακοσίων ἐκδρομέων. [159, 1515, 416, 1591]
stock-date: ΤΕΤΑΡΤΗ, 22 Αὐγούστου. [215, 133, 361, 147]
exchange-cell: 36.35 [342, 577, 373, 590]
story-text: — Γιὰ τ' ὄνομα τοῦ Θεοῦ Γιώχαν! μήπως ἐκαμε κακήν ἀπόφασιν; [1271, 222, 1529, 253]
stock-name: Πανελληνίου Ἀτμοπλοΐας [159, 375, 297, 387]
stock-row [159, 415, 416, 429]
column-4 [983, 100, 1261, 2281]
divider [715, 1031, 972, 1034]
story-text: Ἡ ὕψις τῆς γυναικός μου ἀνησύχησε. [1285, 203, 1504, 218]
exchange-cell: 167.75 [342, 550, 379, 563]
stock-value: 325.— [383, 293, 416, 306]
article-text: ΘΕΣΣΑΛΟΝΙΚΗ, 22 Αὐγούστου. (Δι' ἐμμέσου ὁδοῦ.) Οἱ Ἀλβανοὶ χωρίων τινῶν κειμένων μεταξὺ Πρεσπῆς καὶ Μητροβίτσης ἐξωμόσαντο καὶ ἀπὸ Μωαμεθανοὶ ἠσπάσθησαν τὸ καθολικὸν δόγμα. [159, 754, 416, 846]
story-text: — Καὶ τὰ παιδιά του; [1007, 706, 1132, 721]
ad-headline: MODES ROBES [760, 1035, 928, 1058]
stock-value: 36.05 [386, 494, 416, 507]
stock-value: 39.50 [386, 481, 416, 494]
story-text: — Ναὶ· δὲν παραδέχομαι τίποτε ἄλλο πλὴν τὴν φύσιν. [1271, 612, 1529, 642]
ad-text: Pour cause d' Inventaire Grand solde d' Etopes soieries, lainages, batistes s' leurs, dentelles, ombrelles, éventails, fourrures, manteaux chapeaux plumes, fleurs etc. etc. [715, 1102, 972, 1162]
headline: ΤΟ ΒΑΣΙΛΙΚΟΝ ΘΕΑΤΡΟΝ [483, 1014, 649, 1052]
headline: Η ΣΥΝΕΝΤΕΥΞΙΣ [754, 440, 933, 463]
masthead: ΣΚΡΙΠ [733, 58, 861, 88]
column-2 [427, 100, 705, 2281]
